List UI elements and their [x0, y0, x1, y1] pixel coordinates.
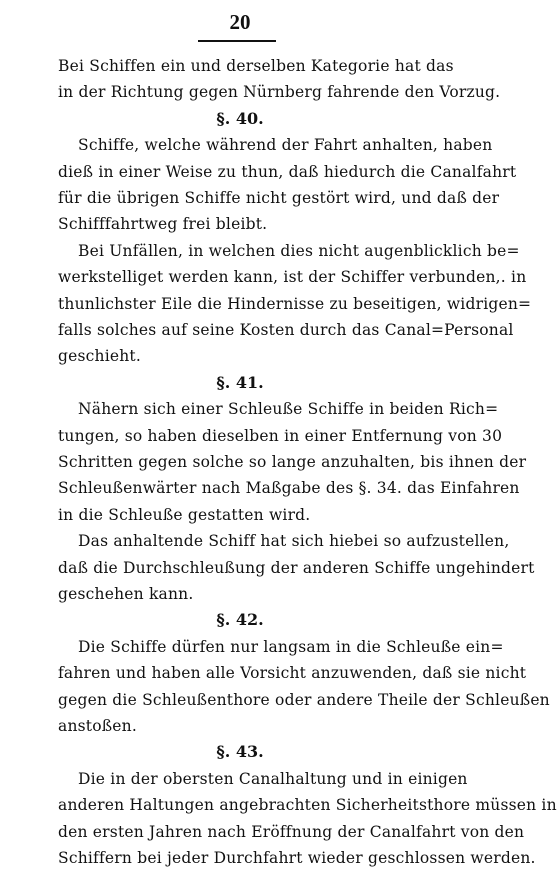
text-line: Bei Unfällen, in welchen dies nicht augenblicklich be=	[78, 241, 520, 260]
section-heading: §. 40.	[216, 108, 264, 128]
header-rule	[198, 40, 276, 42]
page-number: 20	[229, 10, 251, 34]
text-line: falls solches auf seine Kosten durch das Canal=Personal	[58, 321, 514, 339]
text-line: Schritten gegen solche so lange anzuhalten, bis ihnen der	[58, 453, 527, 471]
text-line: anderen Haltungen angebrachten Sicherheitsthore müssen in	[58, 796, 557, 815]
text-line: geschieht.	[58, 347, 141, 366]
text-line: Schiffern bei jeder Durchfahrt wieder geschlossen werden.	[58, 849, 536, 867]
text-line: anstoßen.	[58, 717, 137, 735]
text-line: fahren und haben alle Vorsicht anzuwenden, daß sie nicht	[58, 664, 527, 683]
text-line: daß die Durchschleußung der anderen Schiffe ungehindert	[58, 558, 535, 577]
text-line: den ersten Jahren nach Eröffnung der Canalfahrt von den	[58, 822, 525, 841]
text-line: geschehen kann.	[58, 585, 194, 603]
text-line: für die übrigen Schiffe nicht gestört wird, und daß der	[58, 189, 500, 207]
section-heading: §. 41.	[216, 372, 264, 392]
text-line: dieß in einer Weise zu thun, daß hiedurch die Canalfahrt	[58, 162, 517, 181]
text-line: tungen, so haben dieselben in einer Entfernung von 30	[58, 426, 503, 445]
text-line: Das anhaltende Schiff hat sich hiebei so aufzustellen,	[78, 532, 510, 551]
text-line: in der Richtung gegen Nürnberg fahrende den Vorzug.	[58, 83, 501, 102]
text-line: Schleußenwärter nach Maßgabe des §. 34. das Einfahren	[58, 479, 520, 498]
section-heading: §. 43.	[216, 742, 264, 762]
text-line: Schifffahrtweg frei bleibt.	[58, 215, 268, 234]
text-line: in die Schleuße gestatten wird.	[58, 505, 311, 524]
text-line: thunlichster Eile die Hindernisse zu beseitigen, widrigen=	[58, 294, 532, 313]
text-line: Nähern sich einer Schleuße Schiffe in beiden Rich=	[78, 400, 499, 419]
section-heading: §. 42.	[216, 610, 264, 630]
text-line: Schiffe, welche während der Fahrt anhalten, haben	[78, 136, 493, 155]
text-line: Die in der obersten Canalhaltung und in einigen	[78, 769, 468, 788]
text-line: Bei Schiffen ein und derselben Kategorie hat das	[58, 57, 454, 75]
text-line: gegen die Schleußenthore oder andere Theile der Schleußen	[58, 690, 550, 709]
text-line: Die Schiffe dürfen nur langsam in die Schleuße ein=	[78, 637, 504, 656]
text-line: werkstelliget werden kann, ist der Schiffer verbunden,. in	[58, 268, 527, 287]
